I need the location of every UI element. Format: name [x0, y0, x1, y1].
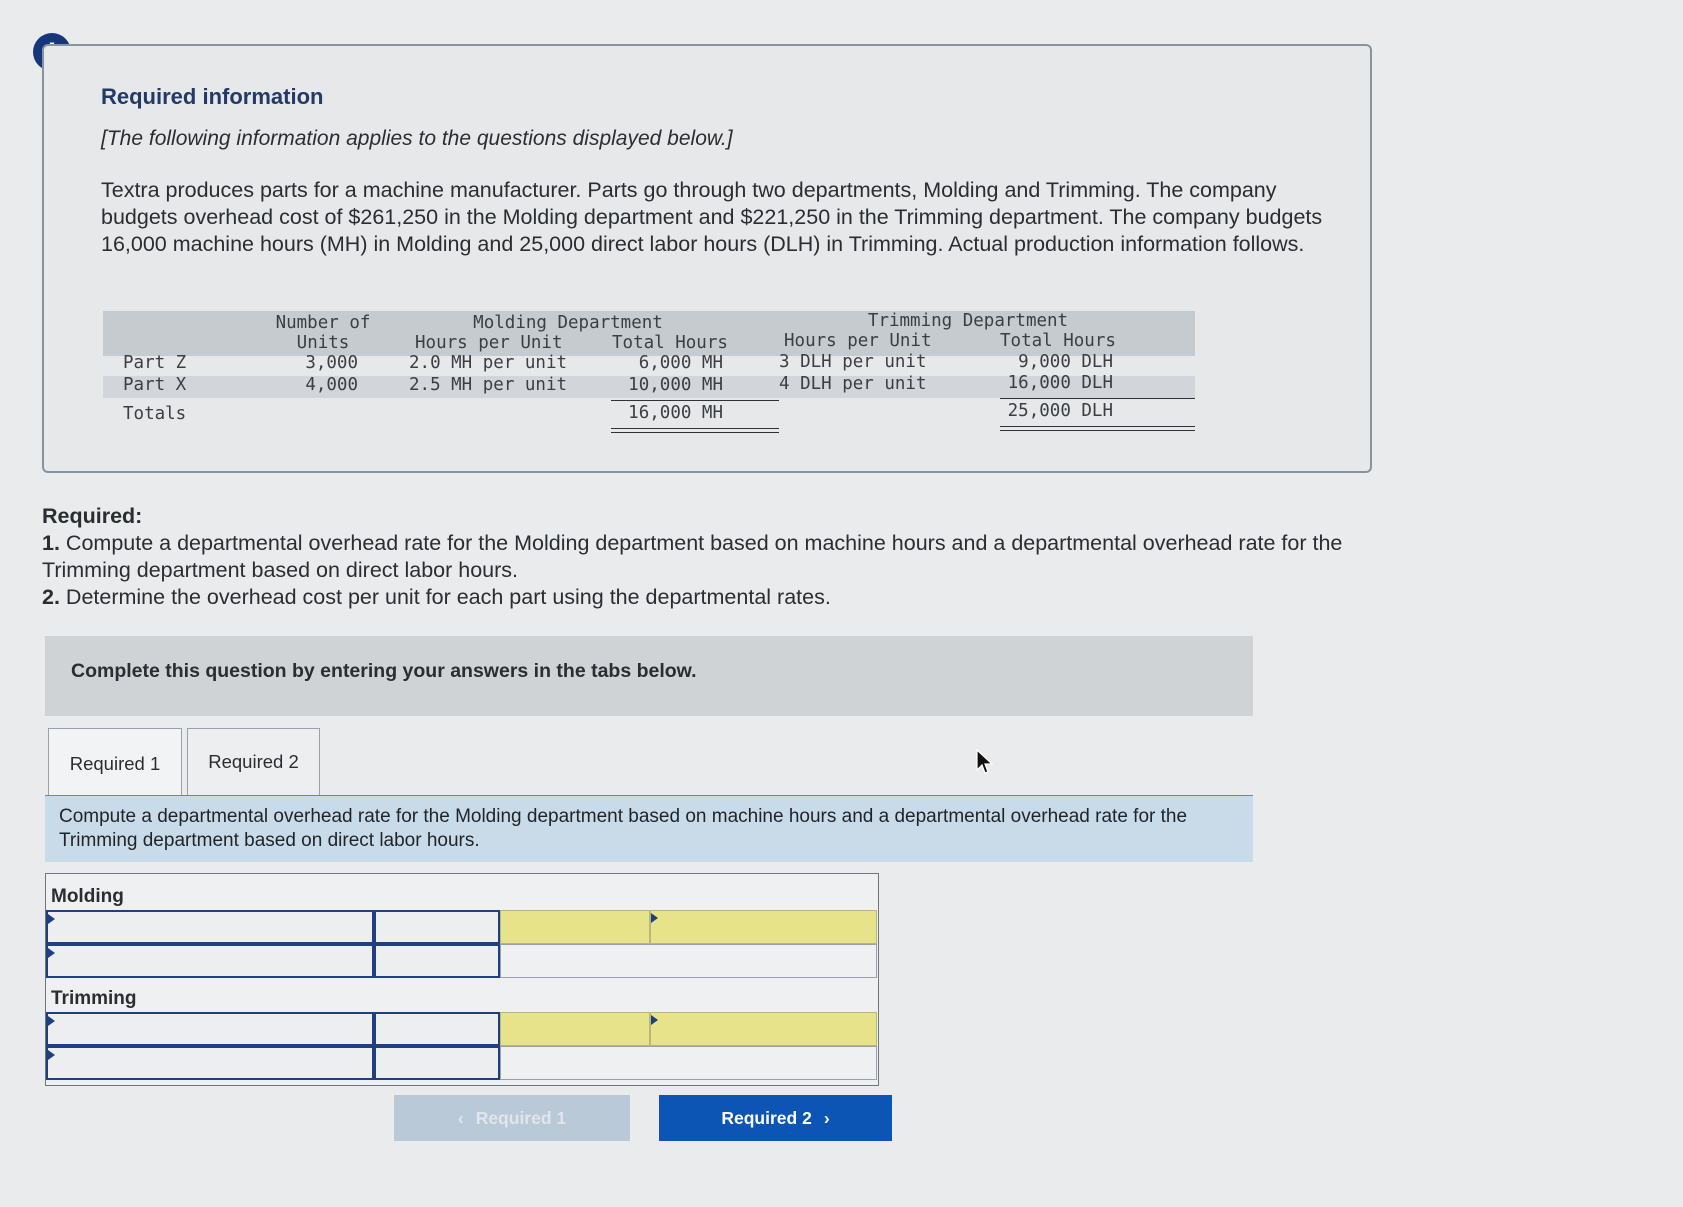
next-button-label: Required 2 [721, 1107, 812, 1128]
header-number-of: Number of [275, 313, 371, 333]
trimming-base-amount-input[interactable] [374, 1046, 500, 1080]
header-molding-hours-per-unit: Hours per Unit [415, 333, 563, 353]
tab-required-1[interactable]: Required 1 [48, 728, 182, 798]
part-x-trimming-hpu: 4 DLH per unit [779, 374, 927, 394]
required-item-1 [42, 530, 1372, 584]
molding-base-amount-input[interactable] [374, 944, 500, 978]
trimming-empty-cell [500, 1046, 877, 1080]
trimming-overhead-input[interactable] [46, 1012, 374, 1046]
dropdown-marker-icon [651, 913, 658, 923]
tab-required-2[interactable]: Required 2 [187, 728, 320, 795]
molding-total-double-rule [611, 428, 779, 433]
production-table [103, 311, 1195, 433]
part-z-label: Part Z [123, 353, 187, 373]
dropdown-marker-icon [48, 1016, 55, 1026]
part-x-units: 4,000 [305, 375, 358, 395]
molding-total-hours: 16,000 MH [628, 403, 723, 423]
required-heading: Required: [42, 504, 143, 528]
molding-subtotal-rule [611, 400, 779, 401]
trimming-total-hours: 25,000 DLH [1007, 401, 1113, 421]
trimming-amount-input[interactable] [374, 1012, 500, 1046]
dropdown-marker-icon [48, 948, 55, 958]
part-z-trimming-total: 9,000 DLH [1018, 352, 1113, 372]
trimming-rate-answer[interactable] [500, 1012, 650, 1046]
molding-base-input[interactable] [46, 944, 374, 978]
trimming-label: Trimming [51, 988, 137, 1009]
header-trimming-total-hours: Total Hours [1000, 331, 1116, 351]
trimming-rate-unit-select[interactable] [650, 1012, 877, 1046]
part-x-molding-hpu: 2.5 MH per unit [409, 375, 568, 395]
chevron-right-icon: › [823, 1107, 830, 1128]
header-molding-department: Molding Department [473, 313, 663, 333]
required-item-2-number: 2. [42, 585, 60, 609]
info-title: Required information [101, 84, 324, 109]
part-z-molding-total: 6,000 MH [638, 353, 723, 373]
trimming-base-input[interactable] [46, 1046, 374, 1080]
next-required-2-button[interactable] [659, 1095, 892, 1141]
molding-label: Molding [51, 886, 124, 907]
part-x-molding-total: 10,000 MH [628, 375, 723, 395]
complete-question-text: Complete this question by entering your answers in the tabs below. [71, 660, 697, 682]
totals-label: Totals [123, 404, 187, 424]
part-z-trimming-hpu: 3 DLH per unit [779, 352, 927, 372]
header-units: Units [296, 333, 350, 353]
info-paragraph: Textra produces parts for a machine manufacturer. Parts go through two departments, Molding and Trimming. The company budgets overhead cost of $261,250 in the Molding department and $221,250 in the Trimming department. The company budgets 16,000 machine hours (MH) in Molding and 25,000 direct labor hours (DLH) in Trimming. Actual production information follows. [101, 178, 1323, 256]
complete-question-banner [45, 636, 1253, 716]
dropdown-marker-icon [651, 1015, 658, 1025]
header-trimming-hours-per-unit: Hours per Unit [784, 331, 932, 351]
part-x-trimming-total: 16,000 DLH [1007, 373, 1113, 393]
required-section [42, 503, 1372, 611]
part-z-molding-hpu: 2.0 MH per unit [409, 353, 568, 373]
required-item-2 [42, 584, 1372, 611]
part-z-units: 3,000 [305, 353, 358, 373]
previous-required-1-button[interactable] [394, 1095, 630, 1141]
chevron-left-icon: ‹ [457, 1107, 464, 1128]
mouse-cursor-icon [975, 748, 995, 776]
previous-button-label: Required 1 [475, 1107, 567, 1128]
info-subtitle: [The following information applies to the questions displayed below.] [101, 127, 733, 150]
header-trimming-department: Trimming Department [867, 311, 1069, 331]
molding-overhead-input[interactable] [46, 910, 374, 944]
molding-empty-cell [500, 944, 877, 978]
required-item-2-text: Determine the overhead cost per unit for each part using the departmental rates. [65, 585, 831, 609]
dropdown-marker-icon [48, 914, 55, 924]
header-molding-total-hours: Total Hours [612, 333, 728, 353]
trimming-subtotal-rule [1000, 398, 1195, 399]
tab-instruction: Compute a departmental overhead rate for the Molding department based on machine hours and a departmental overhead rate for the Trimming department based on direct labor hours. [45, 796, 1253, 862]
required-item-1-number: 1. [42, 531, 60, 555]
molding-amount-input[interactable] [374, 910, 500, 944]
part-x-label: Part X [123, 375, 187, 395]
molding-rate-answer[interactable] [500, 910, 650, 944]
molding-rate-unit-select[interactable] [650, 910, 877, 944]
trimming-total-double-rule [1000, 426, 1195, 431]
dropdown-marker-icon [48, 1050, 55, 1060]
required-item-1-text: Compute a departmental overhead rate for the Molding department based on machine hours and a departmental overhead rate for the Trimming department based on direct labor hours. [42, 531, 1343, 582]
answer-table [45, 873, 879, 1086]
